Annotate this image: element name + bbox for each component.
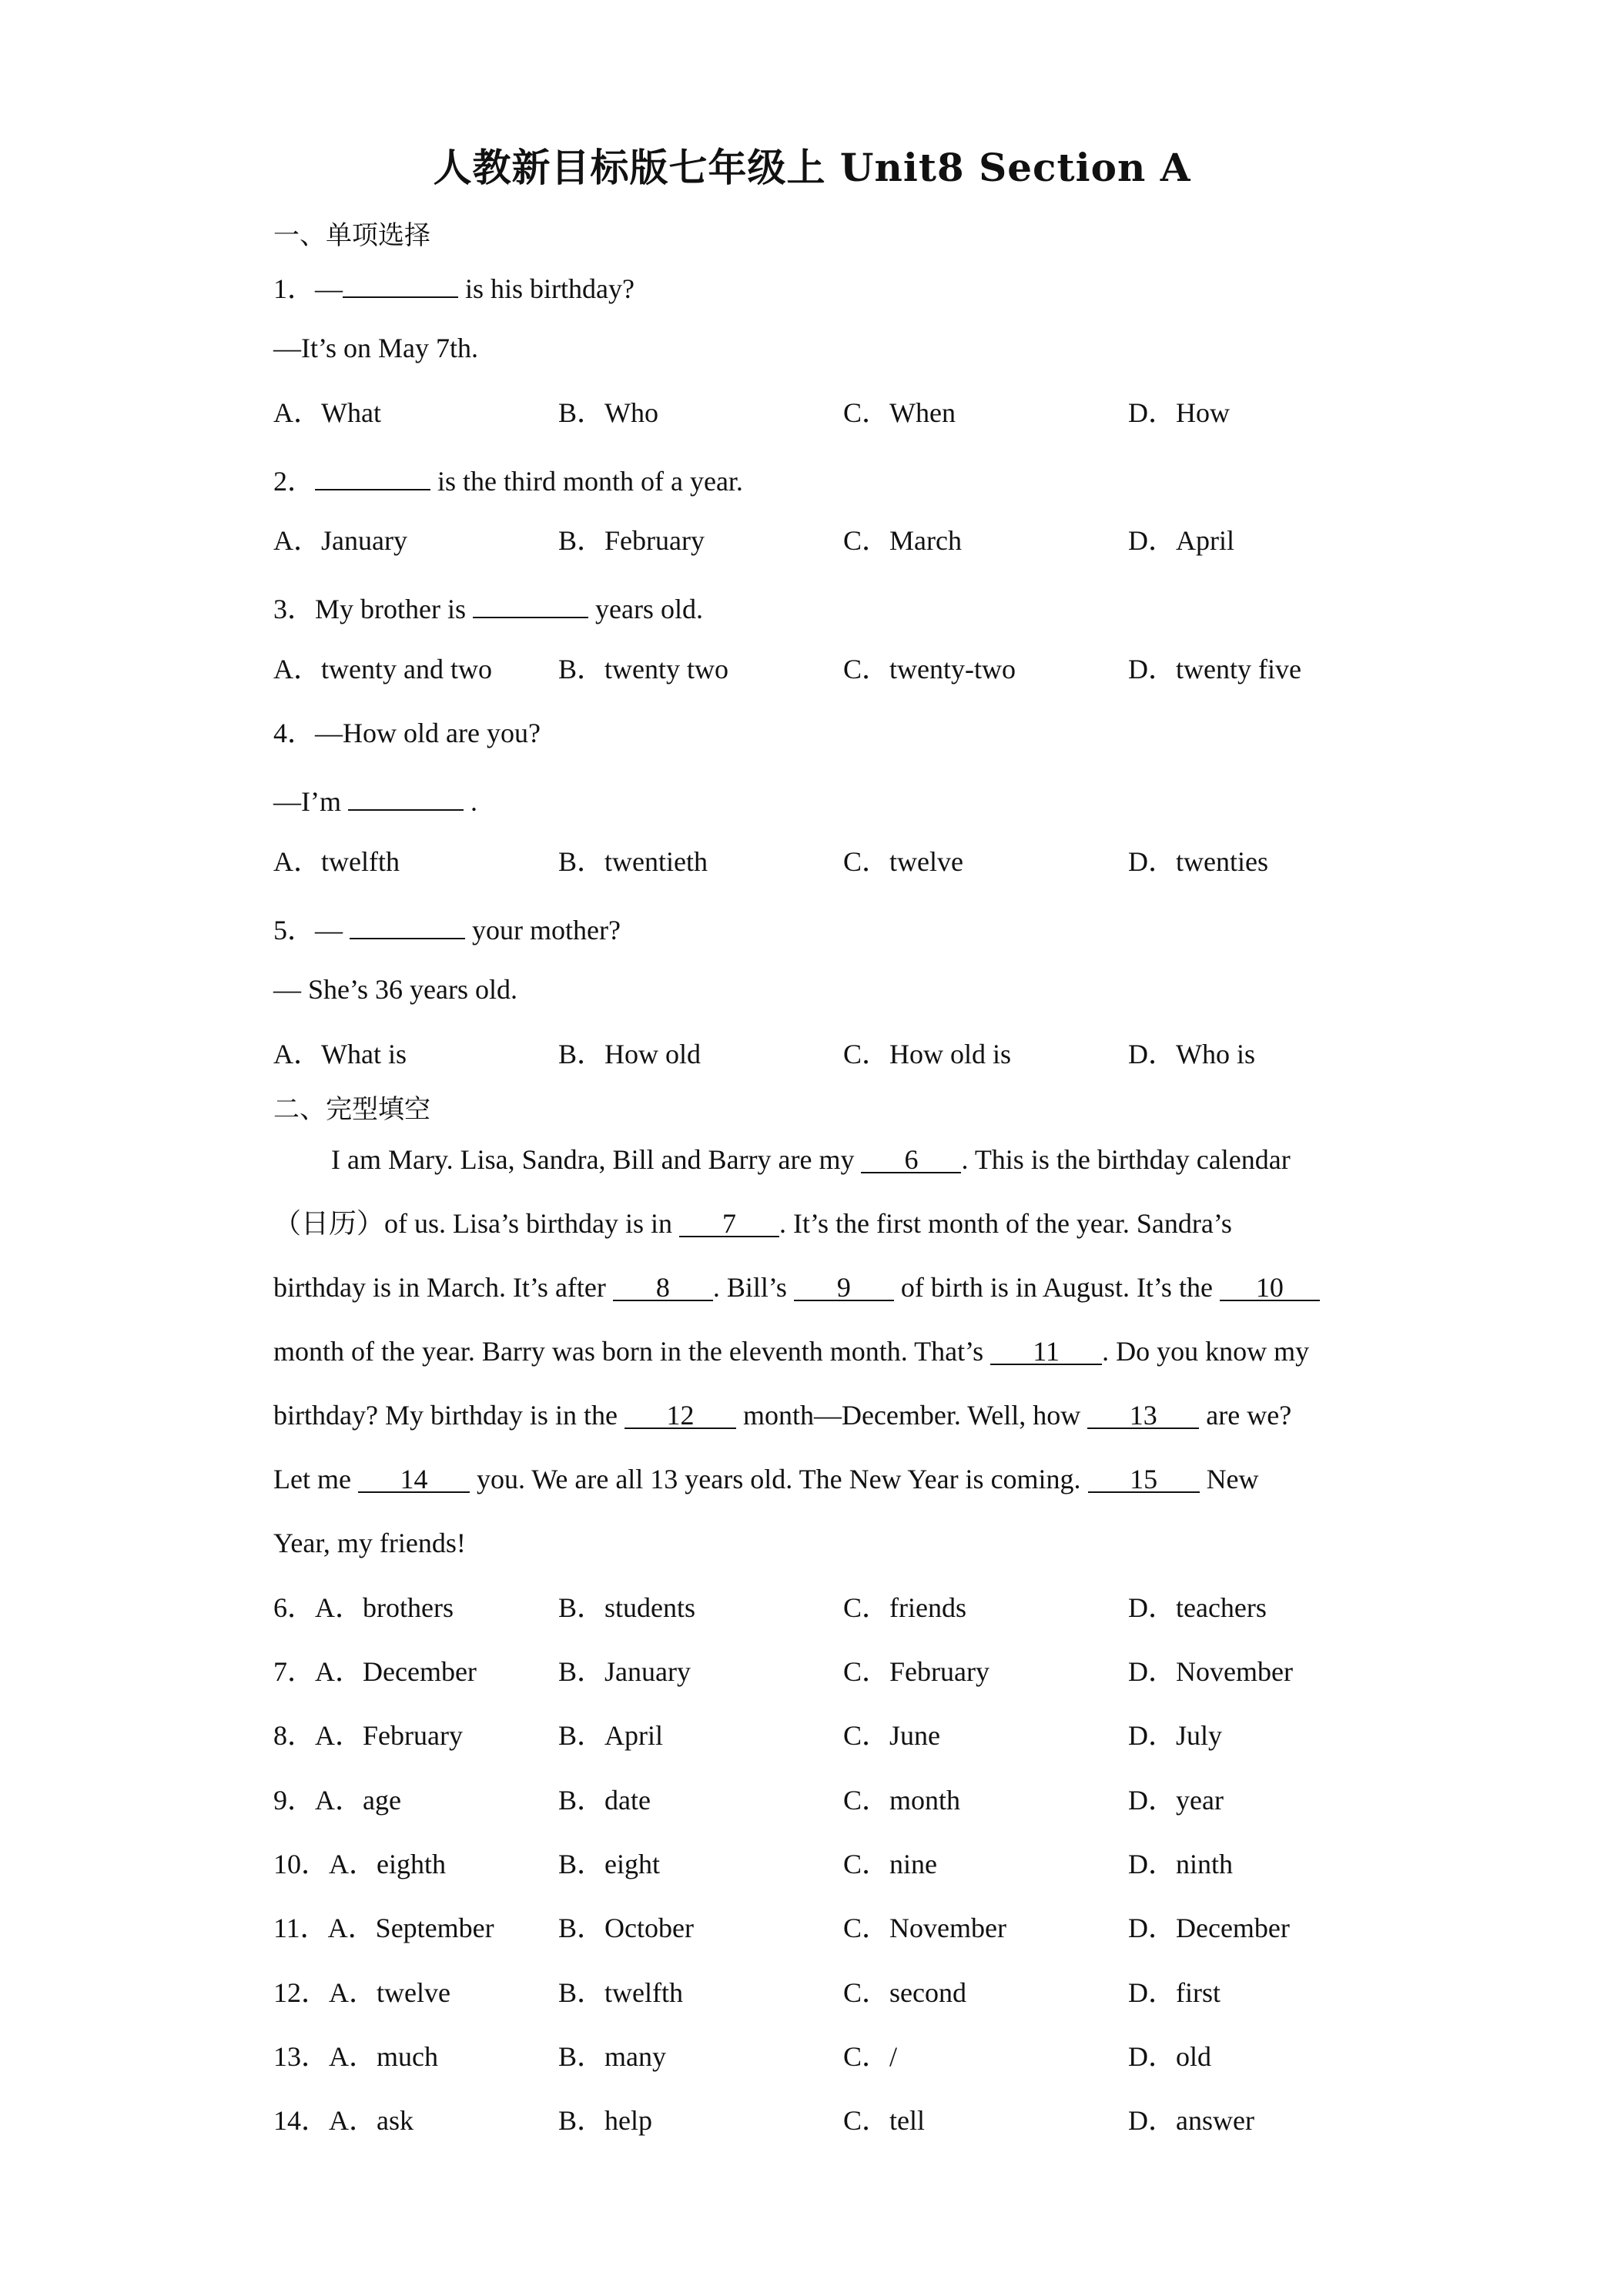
cloze-12-option-a[interactable]: 12．A．twelve	[273, 1977, 450, 2008]
page-title: 人教新目标版七年级上 Unit8 Section A	[433, 145, 1191, 190]
q3-option-a[interactable]: A．twenty and two	[273, 654, 492, 684]
cloze-6-option-c[interactable]: C．friends	[843, 1592, 966, 1623]
blank-9[interactable]: 9	[794, 1274, 894, 1301]
question-1-stem	[273, 270, 635, 303]
cloze-7-option-d[interactable]: D．November	[1128, 1656, 1293, 1687]
cloze-11-option-b[interactable]: B．October	[558, 1913, 694, 1943]
question-2-options	[273, 527, 1428, 561]
question-1-options	[273, 399, 1428, 433]
q1-stem-pre: 1．—	[273, 273, 343, 304]
cloze-9-option-d[interactable]: D．year	[1128, 1785, 1224, 1816]
q4-option-d[interactable]: D．twenties	[1128, 846, 1268, 877]
section-heading-single-choice: 一、单项选择	[273, 220, 430, 251]
cloze-6-option-a[interactable]: 6．A．brothers	[273, 1592, 454, 1623]
blank-11[interactable]: 11	[990, 1337, 1102, 1365]
cloze-7-option-c[interactable]: C．February	[843, 1656, 989, 1687]
blank-6[interactable]: 6	[861, 1146, 961, 1173]
cloze-question-7	[273, 1658, 1428, 1692]
q2-option-a[interactable]: A．January	[273, 525, 407, 556]
cloze-11-option-d[interactable]: D．December	[1128, 1913, 1290, 1943]
question-5-stem	[273, 912, 621, 944]
cloze-9-option-c[interactable]: C．month	[843, 1785, 961, 1816]
q5-option-c[interactable]: C．How old is	[843, 1039, 1012, 1069]
cloze-12-option-b[interactable]: B．twelfth	[558, 1977, 683, 2008]
q4-reply-post: .	[463, 786, 477, 817]
q3-option-d[interactable]: D．twenty five	[1128, 654, 1301, 684]
question-5-options	[273, 1040, 1428, 1074]
cloze-11-option-a[interactable]: 11．A．September	[273, 1913, 494, 1943]
cloze-6-option-b[interactable]: B．students	[558, 1592, 696, 1623]
section-heading-cloze: 二、完型填空	[273, 1094, 430, 1125]
cloze-10-option-d[interactable]: D．ninth	[1128, 1849, 1234, 1879]
cloze-13-option-a[interactable]: 13．A．much	[273, 2041, 438, 2072]
passage-line-3: birthday is in March. It’s after 8 . Bill’s 9 of birth is in August. It’s the 10	[273, 1274, 1320, 1301]
q1-option-c[interactable]: C．When	[843, 397, 956, 428]
q5-stem-post: your mother?	[465, 915, 621, 946]
blank-7[interactable]: 7	[679, 1210, 779, 1237]
cloze-question-14	[273, 2107, 1428, 2140]
q5-blank[interactable]	[350, 912, 465, 939]
cloze-8-option-b[interactable]: B．April	[558, 1720, 664, 1751]
blank-12[interactable]: 12	[624, 1401, 736, 1429]
q5-stem-pre: 5．—	[273, 915, 350, 946]
cloze-12-option-c[interactable]: C．second	[843, 1977, 966, 2008]
cloze-13-option-b[interactable]: B．many	[558, 2041, 666, 2072]
passage-line-4: month of the year. Barry was born in the eleventh month. That’s 11 . Do you know my	[273, 1336, 1310, 1367]
cloze-13-option-d[interactable]: D．old	[1128, 2041, 1212, 2072]
cloze-question-13	[273, 2043, 1428, 2077]
q2-stem-pre: 2．	[273, 466, 316, 497]
q3-stem-post: years old.	[588, 594, 703, 624]
q3-option-c[interactable]: C．twenty-two	[843, 654, 1016, 684]
cloze-question-11	[273, 1914, 1428, 1948]
q4-option-c[interactable]: C．twelve	[843, 846, 963, 877]
cloze-8-option-c[interactable]: C．June	[843, 1720, 941, 1751]
blank-8[interactable]: 8	[613, 1274, 713, 1301]
question-4-reply	[273, 783, 477, 815]
q2-stem-post: is the third month of a year.	[430, 466, 743, 497]
passage-line-1: I am Mary. Lisa, Sandra, Bill and Barry are my 6 . This is the birthday calendar	[331, 1144, 1291, 1175]
question-1-reply: —It’s on May 7th.	[273, 333, 478, 363]
blank-10[interactable]: 10	[1220, 1274, 1320, 1301]
cloze-14-option-a[interactable]: 14．A．ask	[273, 2105, 414, 2136]
q3-option-b[interactable]: B．twenty two	[558, 654, 728, 684]
q3-blank[interactable]	[473, 591, 588, 618]
question-2-stem	[273, 463, 743, 495]
cloze-13-option-c[interactable]: C．/	[843, 2041, 898, 2072]
q5-option-a[interactable]: A．What is	[273, 1039, 407, 1069]
q5-option-d[interactable]: D．Who is	[1128, 1039, 1255, 1069]
question-5-reply: — She’s 36 years old.	[273, 974, 517, 1005]
cloze-question-9	[273, 1786, 1428, 1820]
cloze-question-6	[273, 1594, 1428, 1628]
q1-option-a[interactable]: A．What	[273, 397, 381, 428]
q1-option-d[interactable]: D．How	[1128, 397, 1230, 428]
cloze-14-option-c[interactable]: C．tell	[843, 2105, 925, 2136]
q2-option-c[interactable]: C．March	[843, 525, 962, 556]
cloze-8-option-d[interactable]: D．July	[1128, 1720, 1223, 1751]
cloze-8-option-a[interactable]: 8．A．February	[273, 1720, 463, 1751]
question-4-options	[273, 848, 1428, 882]
question-3-options	[273, 655, 1428, 689]
cloze-9-option-b[interactable]: B．date	[558, 1785, 651, 1816]
cloze-question-12	[273, 1979, 1428, 2013]
blank-15[interactable]: 15	[1088, 1465, 1200, 1493]
question-4-stem: 4．—How old are you?	[273, 718, 541, 748]
q1-stem-post: is his birthday?	[458, 273, 635, 304]
cloze-6-option-d[interactable]: D．teachers	[1128, 1592, 1267, 1623]
cloze-question-10	[273, 1850, 1428, 1884]
q4-option-b[interactable]: B．twentieth	[558, 846, 708, 877]
q5-option-b[interactable]: B．How old	[558, 1039, 702, 1069]
q4-reply-pre: —I’m	[273, 786, 348, 817]
q1-option-b[interactable]: B．Who	[558, 397, 658, 428]
passage-line-2: （日历）of us. Lisa’s birthday is in 7 . It’s the first month of the year. Sandra’s	[273, 1208, 1232, 1239]
q2-option-b[interactable]: B．February	[558, 525, 705, 556]
cloze-14-option-b[interactable]: B．help	[558, 2105, 652, 2136]
passage-line-6: Let me 14 you. We are all 13 years old. The New Year is coming. 15 New	[273, 1464, 1259, 1494]
q3-stem-pre: 3．My brother is	[273, 594, 473, 624]
q1-blank[interactable]	[343, 270, 458, 298]
cloze-7-option-a[interactable]: 7．A．December	[273, 1656, 477, 1687]
q4-option-a[interactable]: A．twelfth	[273, 846, 400, 877]
blank-14[interactable]: 14	[358, 1465, 470, 1493]
q2-blank[interactable]	[315, 463, 430, 490]
cloze-7-option-b[interactable]: B．January	[558, 1656, 691, 1687]
cloze-10-option-b[interactable]: B．eight	[558, 1849, 660, 1879]
question-3-stem	[273, 591, 703, 623]
cloze-10-option-a[interactable]: 10．A．eighth	[273, 1849, 446, 1879]
cloze-question-8	[273, 1722, 1428, 1755]
blank-13[interactable]: 13	[1087, 1401, 1199, 1429]
q2-option-d[interactable]: D．April	[1128, 525, 1234, 556]
passage-line-5: birthday? My birthday is in the 12 month—December. Well, how 13 are we?	[273, 1400, 1292, 1431]
passage-line-7: Year, my friends!	[273, 1528, 466, 1558]
cloze-11-option-c[interactable]: C．November	[843, 1913, 1006, 1943]
q4-blank[interactable]	[348, 783, 464, 811]
cloze-12-option-d[interactable]: D．first	[1128, 1977, 1221, 2008]
cloze-10-option-c[interactable]: C．nine	[843, 1849, 937, 1879]
cloze-14-option-d[interactable]: D．answer	[1128, 2105, 1254, 2136]
cloze-9-option-a[interactable]: 9．A．age	[273, 1785, 401, 1816]
